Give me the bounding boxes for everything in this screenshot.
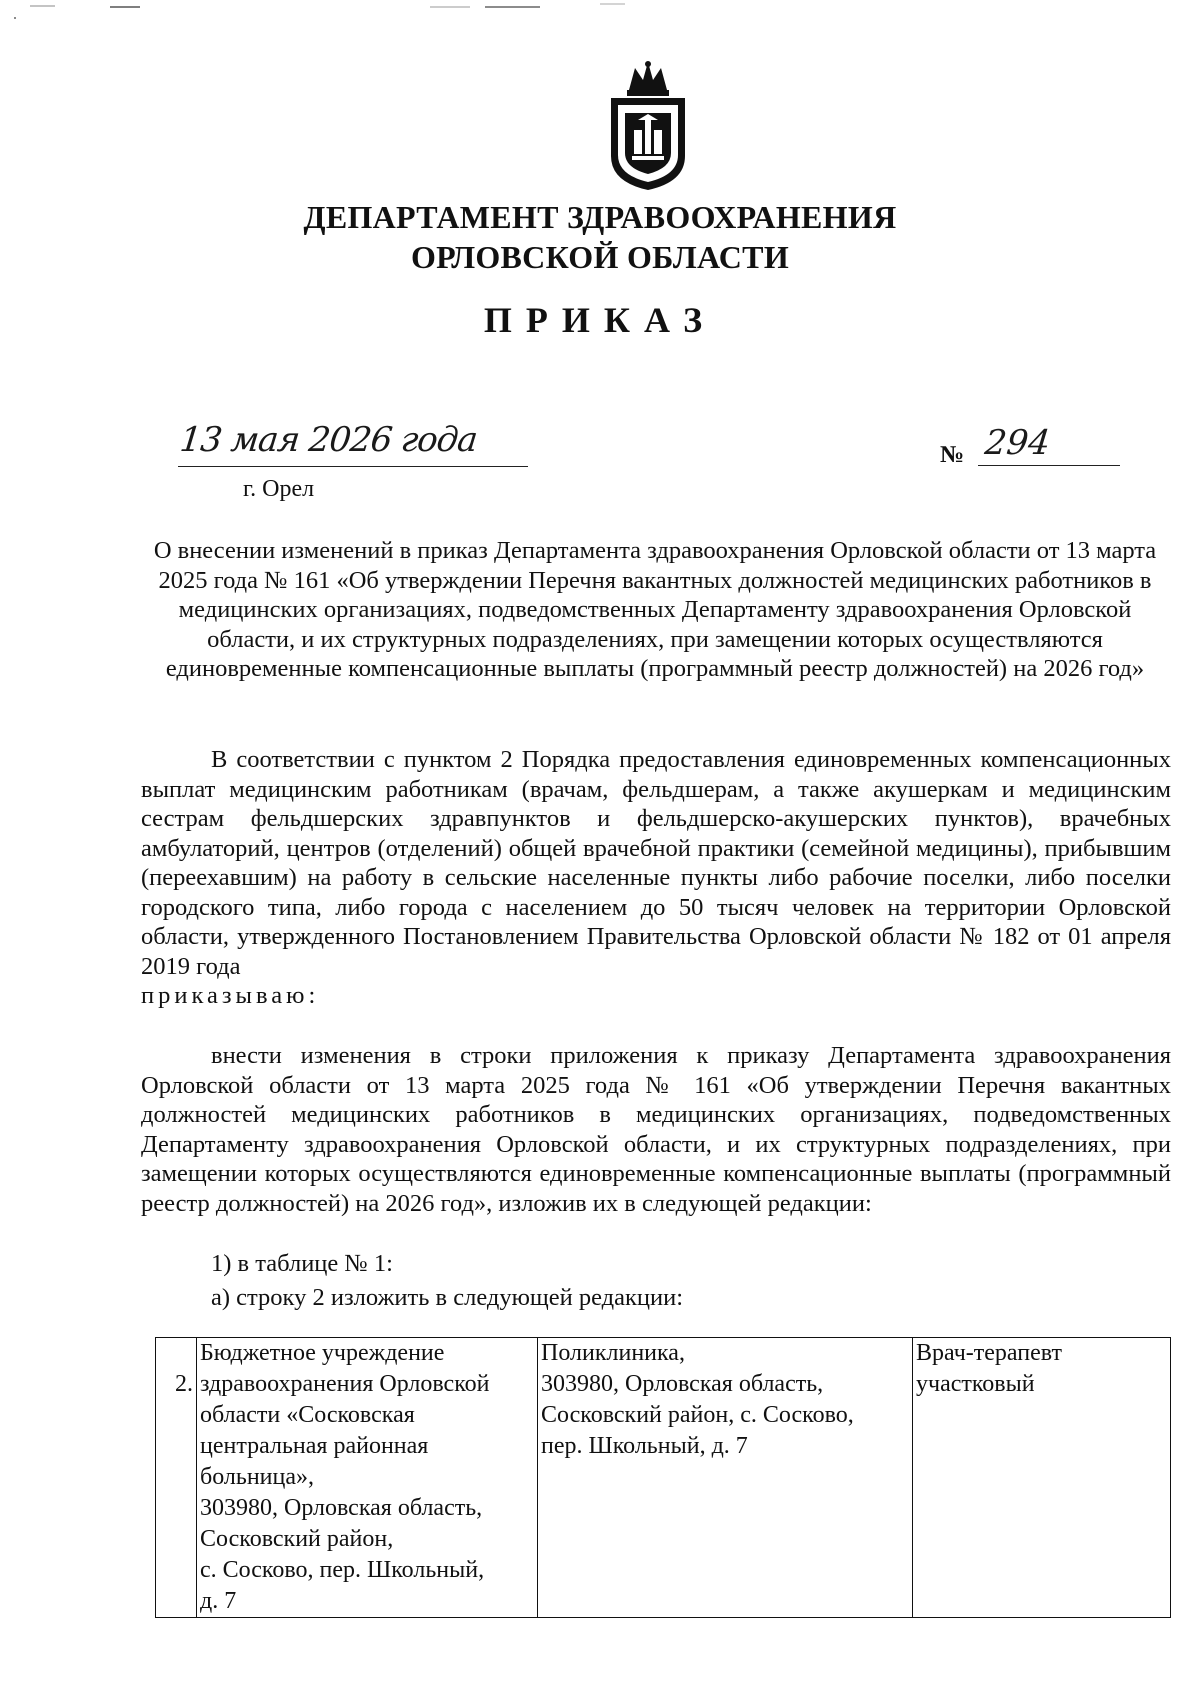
decree-word: приказываю: — [141, 982, 320, 1009]
scan-artifact-marks — [0, 0, 1200, 20]
date-underline — [178, 466, 528, 467]
order-subject: О внесении изменений в приказ Департамента здравоохранения Орловской области от 13 марта 2025 года № 161 «Об утверждении Перечня вакантных должностей медицинских работников в медицинских организациях, подведомственных Департаменту здравоохранения Орловской области, и их структурных подразделениях, при замещении которых осуществляются единовременные компенсационные выплаты (программный реестр должностей) на 2026 год» — [153, 537, 1157, 682]
legal-basis-paragraph — [141, 745, 1171, 1011]
city-name: г. Орел — [243, 476, 315, 502]
action-text: внести изменения в строки приложения к приказу Департамента здравоохранения Орловской области от 13 марта 2025 года № 161 «Об утверждении Перечня вакантных должностей медицинских работников в медицинских организациях, подведомственных Департаменту здравоохранения Орловской области, и их структурных подразделениях, при замещении которых осуществляются единовременные компенсационные выплаты (программный реестр должностей) на 2026 год», изложив их в следующей редакции: — [141, 1042, 1171, 1217]
organization-cell: Бюджетное учреждение здравоохранения Орловской области «Сосковская центральная районная больница», 303980, Орловская область, Сосковский район, с. Сосково, пер. Школьный, д. 7 — [197, 1338, 538, 1618]
list-item-row-2: а) строку 2 изложить в следующей редакции: — [211, 1284, 684, 1311]
handwritten-order-number: 294 — [982, 423, 1053, 463]
row-number: 2. — [175, 1371, 193, 1397]
number-underline — [978, 465, 1120, 466]
position-cell: Врач-терапевт участковый — [913, 1338, 1171, 1618]
amendment-table — [155, 1337, 1171, 1618]
table-row — [156, 1338, 1171, 1618]
action-paragraph — [141, 1041, 1171, 1218]
handwritten-date: 13 мая 2026 года — [177, 420, 479, 460]
department-name-line2: ОРЛОВСКОЙ ОБЛАСТИ — [410, 239, 790, 275]
number-label: № — [940, 442, 965, 468]
document-type-title: ПРИКАЗ — [483, 300, 717, 340]
orel-region-coat-of-arms-icon — [599, 58, 697, 192]
row-number-cell — [156, 1338, 197, 1618]
list-item-table-1: 1) в таблице № 1: — [211, 1250, 393, 1277]
unit-address-cell: Поликлиника, 303980, Орловская область, Сосковский район, с. Сосково, пер. Школьный, д. 7 — [538, 1338, 913, 1618]
legal-basis-text: В соответствии с пунктом 2 Порядка предоставления единовременных компенсационных выплат медицинским работникам (врачам, фельдшерам, а также акушеркам и медицинским сестрам фельдшерских здравпунктов и фельдшерско-акушерских пунктов), врачебных амбулаторий, центров (отделений) общей врачебной практики (семейной медицины), прибывшим (переехавшим) на работу в сельские населенные пункты либо рабочие поселки, либо поселки городского типа, либо города с населением до 50 тысяч человек на территории Орловской области, утвержденного Постановлением Правительства Орловской области № 182 от 01 апреля 2019 года — [141, 746, 1171, 980]
department-name-line1: ДЕПАРТАМЕНТ ЗДРАВООХРАНЕНИЯ — [303, 199, 897, 235]
